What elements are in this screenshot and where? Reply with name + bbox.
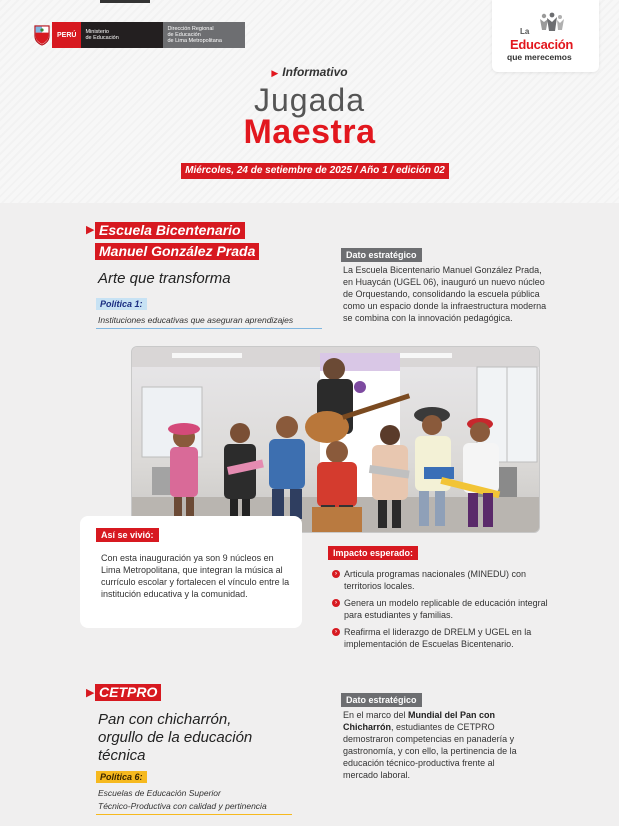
impacto-list <box>332 568 562 655</box>
brand-figures-icon <box>538 12 566 32</box>
header <box>0 0 619 203</box>
impacto-item <box>332 568 562 592</box>
government-logo <box>32 22 245 48</box>
students-orchestra-photo <box>131 346 540 533</box>
section2-dato-label: Dato estratégico <box>341 693 422 707</box>
section2-politica-desc-line2: Técnico-Productiva con calidad y pertinencia <box>98 801 267 811</box>
brand-la-text: La <box>520 27 530 36</box>
arrow-bullet-icon: › <box>332 628 340 636</box>
asi-se-vivio-text: Con esta inauguración ya son 9 núcleos en Lima Metropolitana, que integran la música al currículo escolar y fortalecen el vínculo entre la institución educativa y la comunidad. <box>101 553 290 599</box>
section2-politica-desc-line1: Escuelas de Educación Superior <box>98 788 221 798</box>
impacto-item-text: Reafirma el liderazgo de DRELM y UGEL en la implementación de Escuelas Bicentenario. <box>344 627 532 649</box>
section1-tag-line2: Manuel González Prada <box>95 243 259 260</box>
section1-tag-line1: Escuela Bicentenario <box>95 222 245 239</box>
section2-politica-label: Política 6: <box>96 771 147 783</box>
informativo-kicker <box>0 65 619 79</box>
impacto-esperado-label: Impacto esperado: <box>328 546 418 560</box>
section2-dato-text <box>343 709 518 781</box>
section2-subtitle-line3: técnica <box>98 747 146 764</box>
section1-dato-text: La Escuela Bicentenario Manuel González Prada, en Huaycán (UGEL 06), inauguró un nuevo núcleo de Orquestando, consolidando la escuela pública como un espacio donde la infraestructura moderna se combina con la innovación pedagógica. <box>343 265 547 323</box>
section2-triangle-icon: ▶ <box>86 687 95 699</box>
top-tab-decoration <box>100 0 150 3</box>
section2-politica-underline <box>96 814 292 815</box>
gov-peru-label: PERÚ <box>52 22 81 48</box>
peru-shield-icon <box>32 22 52 48</box>
section2-dato-bold: Mundial del Pan con Chicharrón <box>343 710 496 732</box>
section2-subtitle-line2: orgullo de la educación <box>98 729 253 746</box>
impacto-item-text: Genera un modelo replicable de educación integral para estudiantes y familias. <box>344 598 548 620</box>
arrow-bullet-icon: › <box>332 570 340 578</box>
masthead-title-line2: Maestra <box>243 113 376 151</box>
impacto-item-text: Articula programas nacionales (MINEDU) con territorios locales. <box>344 569 527 591</box>
asi-se-vivio-label: Así se vivió: <box>96 528 159 542</box>
arrow-bullet-icon: › <box>332 599 340 607</box>
brand-logo <box>492 0 599 72</box>
section1-politica-desc: Instituciones educativas que aseguran aprendizajes <box>98 315 294 325</box>
section2-tag: CETPRO <box>95 684 161 701</box>
section1-politica-underline <box>96 328 322 329</box>
masthead-title-line1: Jugada <box>254 82 365 118</box>
gov-ministerio-label: Ministerio de Educación <box>81 22 163 48</box>
brand-que-text: que merecemos <box>507 52 572 62</box>
section1-politica-label: Política 1: <box>96 298 147 310</box>
impacto-item <box>332 626 562 650</box>
section1-triangle-icon: ▶ <box>86 224 95 236</box>
section1-dato-label: Dato estratégico <box>341 248 422 262</box>
gov-direccion-label: Dirección Regional de Educación de Lima Metropolitana <box>163 22 245 48</box>
section2-dato-post: , estudiantes de CETPRO demostraron competencias en panadería y gastronomía, y con ello, la pertinencia de la educación técnico-productiva frente al mercado laboral. <box>343 722 517 780</box>
section1-subtitle: Arte que transforma <box>98 270 231 287</box>
impacto-item <box>332 597 562 621</box>
edition-banner: Miércoles, 24 de setiembre de 2025 / Año 1 / edición 02 <box>181 163 449 179</box>
brand-educacion-text: Educación <box>510 37 574 52</box>
section2-dato-pre: En el marco del <box>343 710 409 720</box>
informativo-text: Informativo <box>282 65 348 79</box>
section2-subtitle-line1: Pan con chicharrón, <box>98 711 232 728</box>
play-triangle-icon: ▶ <box>271 68 279 78</box>
